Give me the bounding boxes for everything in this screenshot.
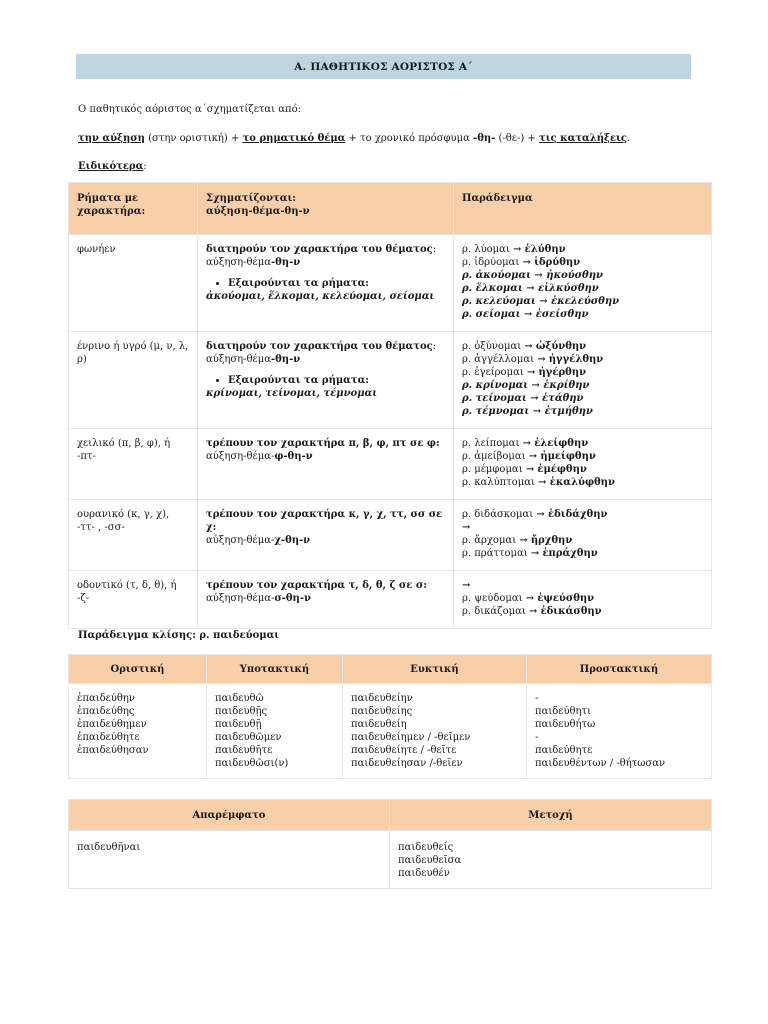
row-formula-plain: αύξηση-θέμα	[206, 257, 271, 268]
row-character: ένρινο ή υγρό (μ, ν, λ, ρ)	[77, 341, 189, 365]
example-aorist: ἠγέρθην	[538, 367, 587, 378]
header-subjunctive: Υποτακτική	[207, 655, 343, 684]
row-formula-plain: αύξηση-θέμα	[206, 354, 271, 365]
example-present: ρ. ὀξύνομαι	[462, 341, 522, 352]
arrow-icon: →	[526, 283, 535, 294]
example-present: ρ. κελεύομαι	[462, 296, 536, 307]
form: ἐπαιδεύθητε	[77, 732, 140, 743]
row-rule: τρέπουν τον χαρακτήρα π, β, φ, πτ σε φ:	[206, 438, 440, 449]
form: ἐπαιδεύθην	[77, 693, 135, 704]
example-line	[462, 256, 703, 269]
example-present: ρ. καλύπτομαι	[462, 477, 535, 488]
arrow-icon: →	[519, 535, 528, 546]
arrow-icon: →	[538, 477, 547, 488]
header-participle: Μετοχή	[390, 800, 712, 831]
formation-table-header	[69, 183, 712, 235]
row-rule-colon: :	[432, 244, 437, 255]
formula-augment: την αύξηση	[78, 133, 145, 144]
exceptions-list	[206, 374, 445, 387]
arrow-icon: →	[528, 451, 538, 462]
arrow-icon: →	[513, 244, 522, 255]
example-line	[462, 463, 703, 476]
example-aorist: ἐλύθην	[524, 244, 566, 255]
arrow-icon: →	[534, 270, 543, 281]
header-indicative: Οριστική	[69, 655, 207, 684]
example-line	[462, 450, 703, 463]
exceptions-label: • Εξαιρούνται τα ρήματα:	[228, 374, 445, 387]
example-aorist: ἐπράχθην	[542, 548, 598, 559]
row-rule: τρέπουν τον χαρακτήρα τ, δ, θ, ζ σε σ:	[206, 580, 427, 591]
example-line	[462, 308, 703, 321]
example-aorist: ἐμέφθην	[537, 464, 587, 475]
row-formula-bold: σ-θη-ν	[274, 593, 311, 604]
example-present: ρ. τέμνομαι	[462, 406, 530, 417]
form: -	[535, 732, 539, 743]
header-character-line1: Ρήματα με	[77, 193, 139, 204]
exceptions-list	[206, 277, 445, 290]
example-line	[462, 437, 703, 450]
example-line	[462, 366, 703, 379]
conjugation-heading: Παράδειγμα κλίσης: ρ. παιδεύομαι	[78, 630, 280, 641]
page-title-text: Α. ΠΑΘΗΤΙΚΟΣ ΑΟΡΙΣΤΟΣ Α΄	[294, 60, 473, 73]
row-rule: διατηρούν τον χαρακτήρα του θέματος	[206, 341, 433, 352]
example-present: ρ. ἀκούομαι	[462, 270, 531, 281]
formula-text-b: + το χρονικό πρόσφυμα	[345, 133, 474, 144]
formula-text-a: (στην οριστική) +	[144, 133, 243, 144]
row-formula-bold: -θη-ν	[270, 257, 301, 268]
row-formula-plain: αύξηση-θέμα-	[206, 593, 275, 604]
row-formula-bold: φ-θη-ν	[274, 451, 313, 462]
example-present: ρ. μέμφομαι	[462, 464, 523, 475]
arrow-icon: →	[532, 406, 542, 417]
header-optative: Ευκτική	[343, 655, 527, 684]
formula-suffix: -θη-	[473, 133, 496, 144]
example-present: ρ. ἱδρύομαι	[462, 257, 520, 268]
participle-cell	[390, 831, 712, 889]
subjunctive-cell	[207, 684, 343, 779]
participle-masculine: παιδευθείς	[398, 842, 454, 853]
form: ἐπαιδεύθης	[77, 706, 135, 717]
conjugation-row	[69, 684, 712, 779]
example-line	[462, 295, 703, 308]
formula-endings: τις καταλήξεις	[538, 133, 627, 144]
header-example-text: Παράδειγμα	[462, 193, 533, 204]
header-formation	[198, 183, 454, 235]
row-rule-colon: :	[432, 341, 437, 352]
example-present: ρ. δικάζομαι	[462, 606, 526, 617]
infinitive-cell	[69, 831, 390, 889]
example-present: ρ. πράττομαι	[462, 548, 528, 559]
example-aorist: ἐψεύσθην	[537, 593, 595, 604]
exceptions-label: • Εξαιρούνται τα ρήματα:	[228, 277, 445, 290]
form: ἐπαιδεύθησαν	[77, 745, 149, 756]
example-aorist: ἐτμήθην	[544, 406, 593, 417]
example-present: ρ. λείπομαι	[462, 438, 520, 449]
row-character-cell	[69, 429, 198, 500]
arrow-icon: →	[526, 367, 536, 378]
header-formation-line1: Σχηματίζονται:	[206, 193, 296, 204]
example-line	[462, 605, 703, 618]
example-line	[462, 547, 703, 560]
example-line	[462, 269, 703, 282]
row-formula-plain: αύξηση-θέμα-	[206, 451, 275, 462]
example-present: ρ. ἄρχομαι	[462, 535, 517, 546]
form: παιδευθείη	[351, 719, 407, 730]
example-aorist: ἐτάθην	[542, 393, 584, 404]
example-present: ρ. ἀμείβομαι	[462, 451, 526, 462]
example-line	[462, 379, 703, 392]
row-rule-cell	[198, 429, 454, 500]
example-line	[462, 340, 703, 353]
formation-table	[68, 182, 712, 629]
specifics-heading	[78, 161, 147, 172]
row-character: οδοντικό (τ, δ, θ), ή -ζ-	[77, 580, 177, 604]
example-line	[462, 508, 703, 521]
example-aorist: ἐδικάσθην	[540, 606, 602, 617]
example-present: ρ. ἕλκομαι	[462, 283, 523, 294]
infinitive-participle-header	[69, 800, 712, 831]
example-aorist: ἐκελεύσθην	[551, 296, 620, 307]
form: παιδευθείησαν /-θεῖεν	[351, 758, 463, 769]
example-aorist: ἠγγέλθην	[548, 354, 604, 365]
arrow-icon: →	[522, 438, 532, 449]
example-aorist: ἱδρύθην	[534, 257, 581, 268]
page-title	[76, 54, 691, 79]
table-row	[69, 571, 712, 629]
arrow-icon: →	[525, 464, 535, 475]
form: παιδεύθητι	[535, 706, 591, 717]
formula-stem: το ρηματικό θέμα	[242, 133, 346, 144]
arrow-icon: →	[462, 580, 471, 591]
participle-feminine: παιδευθεῖσα	[398, 855, 462, 866]
row-rule: διατηρούν τον χαρακτήρα του θέματος	[206, 244, 433, 255]
form: παιδεύθητε	[535, 745, 593, 756]
example-aorist: ἠκούσθην	[546, 270, 603, 281]
optative-cell	[343, 684, 527, 779]
row-examples-cell	[454, 235, 712, 332]
form: παιδευθείητε / -θεῖτε	[351, 745, 457, 756]
arrow-icon: →	[524, 341, 533, 352]
indicative-cell	[69, 684, 207, 779]
form: παιδευθήτω	[535, 719, 596, 730]
example-line	[462, 282, 703, 295]
table-row	[69, 500, 712, 571]
arrow-icon: →	[523, 309, 533, 320]
row-rule-cell	[198, 571, 454, 629]
example-present: ρ. ἐγείρομαι	[462, 367, 524, 378]
row-rule: τρέπουν τον χαρακτήρα κ, γ, χ, ττ, σσ σε χ:	[206, 509, 443, 533]
example-aorist: ὠξύνθην	[535, 341, 587, 352]
example-present: ρ. σείομαι	[462, 309, 521, 320]
example-line	[462, 476, 703, 489]
example-line	[462, 521, 703, 534]
header-example	[454, 183, 712, 235]
example-present: ρ. λύομαι	[462, 244, 510, 255]
row-examples-cell	[454, 429, 712, 500]
arrow-icon: →	[536, 509, 545, 520]
row-character-cell	[69, 235, 198, 332]
header-character-line2: χαρακτήρα:	[77, 206, 146, 217]
arrow-icon: →	[537, 354, 546, 365]
row-character-cell	[69, 500, 198, 571]
conjugation-header	[69, 655, 712, 684]
specifics-label: Ειδικότερα	[78, 161, 144, 172]
arrow-icon: →	[530, 393, 539, 404]
intro-text: Ο παθητικός αόριστος α΄σχηματίζεται από:	[78, 104, 301, 115]
arrow-icon: →	[525, 593, 535, 604]
row-examples-cell	[454, 571, 712, 629]
row-formula-bold: χ-θη-ν	[274, 535, 311, 546]
conjugation-table	[68, 654, 712, 779]
imperative-cell	[527, 684, 712, 779]
table-row	[69, 332, 712, 429]
example-present: ρ. ἀγγέλλομαι	[462, 354, 534, 365]
row-character-cell	[69, 571, 198, 629]
form: παιδευθείην	[351, 693, 413, 704]
arrow-icon: →	[522, 257, 531, 268]
arrow-icon: →	[528, 606, 538, 617]
form: παιδευθῶ	[215, 693, 264, 704]
row-rule-cell	[198, 332, 454, 429]
arrow-icon: →	[539, 296, 548, 307]
row-rule-cell	[198, 235, 454, 332]
example-line	[462, 353, 703, 366]
row-formula-plain: αύξηση-θέμα-	[206, 535, 275, 546]
example-aorist: ἐδιδάχθην	[548, 509, 608, 520]
form: παιδευθέντων / -θήτωσαν	[535, 758, 666, 769]
row-rule-cell	[198, 500, 454, 571]
row-character: φωνήεν	[77, 244, 116, 255]
example-line	[462, 579, 703, 592]
form: παιδευθῇ	[215, 719, 262, 730]
form: -	[535, 693, 539, 704]
example-aorist: ἐσείσθην	[535, 309, 589, 320]
formula-text-c: (-θε-) +	[495, 133, 539, 144]
header-formation-line2: αύξηση-θέμα-θη-ν	[206, 206, 310, 217]
example-line	[462, 392, 703, 405]
example-aorist: εἱλκύσθην	[538, 283, 599, 294]
infinitive-participle-row	[69, 831, 712, 889]
participle-neuter: παιδευθέν	[398, 868, 450, 879]
table-row	[69, 429, 712, 500]
form: παιδευθείημεν / -θεῖμεν	[351, 732, 471, 743]
form: παιδευθῆτε	[215, 745, 273, 756]
specifics-colon: :	[143, 161, 147, 172]
example-present: ρ. τείνομαι	[462, 393, 527, 404]
form: παιδευθῶμεν	[215, 732, 282, 743]
example-line	[462, 534, 703, 547]
header-imperative: Προστακτική	[527, 655, 712, 684]
example-present: ρ. κρίνομαι	[462, 380, 529, 391]
exceptions-verbs: κρίνομαι, τείνομαι, τέμνομαι	[206, 388, 378, 399]
row-formula-bold: -θη-ν	[270, 354, 301, 365]
form: ἐπαιδεύθημεν	[77, 719, 147, 730]
infinitive-form: παιδευθῆναι	[77, 842, 141, 853]
row-character: χειλικό (π, β, φ), ή -πτ-	[77, 438, 171, 462]
form: παιδευθῇς	[215, 706, 268, 717]
row-examples-cell	[454, 500, 712, 571]
example-aorist: ἐλείφθην	[534, 438, 589, 449]
example-present: ρ. ψεύδομαι	[462, 593, 523, 604]
header-infinitive: Απαρέμφατο	[69, 800, 390, 831]
arrow-icon: →	[531, 380, 540, 391]
formula-text-d: .	[626, 133, 631, 144]
arrow-icon: →	[530, 548, 540, 559]
example-aorist: ἤρχθην	[530, 535, 573, 546]
example-aorist: ἐκρίθην	[543, 380, 590, 391]
header-character	[69, 183, 198, 235]
table-row	[69, 235, 712, 332]
example-line	[462, 592, 703, 605]
form: παιδευθῶσι(ν)	[215, 758, 289, 769]
row-character-cell	[69, 332, 198, 429]
form: παιδευθείης	[351, 706, 413, 717]
example-present: ρ. διδάσκομαι	[462, 509, 534, 520]
example-line	[462, 405, 703, 418]
row-examples-cell	[454, 332, 712, 429]
arrow-icon: →	[462, 522, 471, 533]
example-aorist: ἐκαλύφθην	[549, 477, 615, 488]
exceptions-verbs: ἀκούομαι, ἕλκομαι, κελεύομαι, σείομαι	[206, 291, 435, 302]
formula-line	[78, 133, 630, 144]
row-character: ουρανικό (κ, γ, χ), -ττ- , -σσ-	[77, 509, 170, 533]
example-aorist: ἠμείφθην	[540, 451, 596, 462]
example-line	[462, 243, 703, 256]
infinitive-participle-table	[68, 799, 712, 889]
